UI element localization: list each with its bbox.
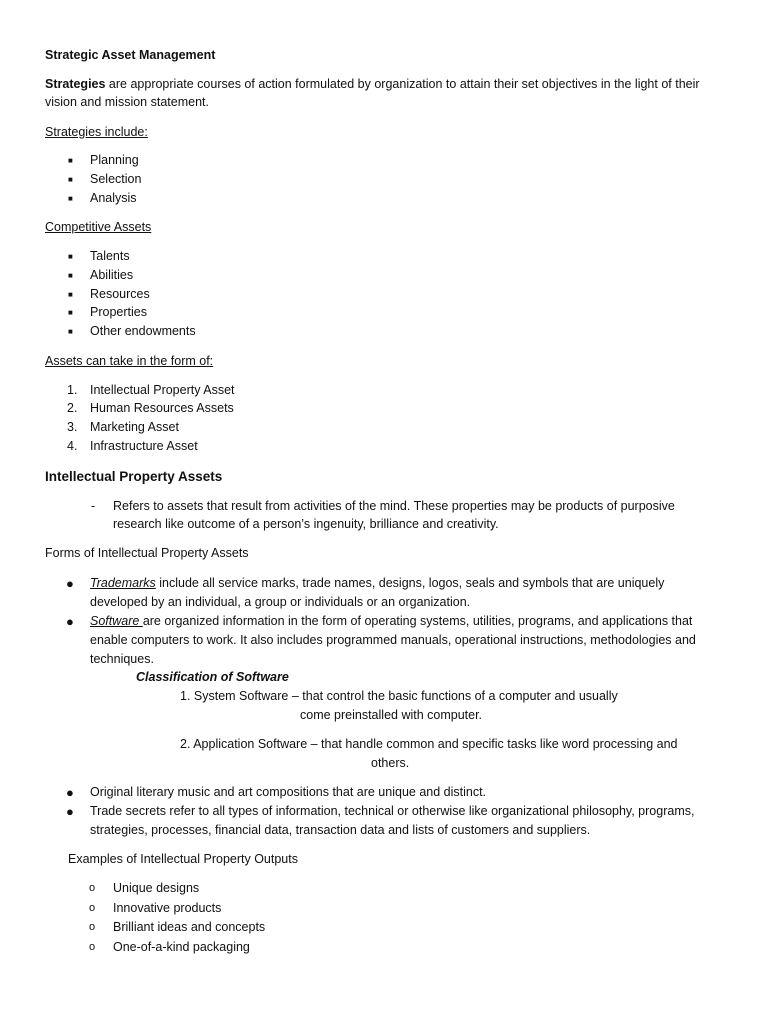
list-item: Unique designs [113,881,200,895]
list-item: Other endowments [90,324,196,338]
list-number: 3. [67,420,78,434]
dot-bullet-icon: ● [66,785,74,800]
system-software-line1: 1. System Software – that control the basic functions of a computer and usually [180,689,618,703]
application-software-line2: others. [371,756,410,770]
classification-heading: Classification of Software [136,670,289,684]
trade-secrets-line2: strategies, processes, financial data, transaction data and lists of customers and suppliers. [90,823,591,837]
list-item: Human Resources Assets [90,401,234,415]
circle-bullet-icon: o [89,902,96,914]
list-number: 1. [67,383,78,397]
circle-bullet-icon: o [89,882,96,894]
document-title: Strategic Asset Management [45,48,216,62]
strategies-include-heading: Strategies include: [45,125,148,139]
list-item: Brilliant ideas and concepts [113,920,266,934]
list-item: Intellectual Property Asset [90,383,235,397]
list-item: Planning [90,153,139,167]
dot-bullet-icon: ● [66,614,74,629]
dash-bullet-icon: - [91,499,96,513]
list-item: Abilities [90,268,134,282]
square-bullet-icon: ■ [68,271,73,280]
dot-bullet-icon: ● [66,576,74,591]
list-item: Properties [90,305,147,319]
square-bullet-icon: ■ [68,175,73,184]
ip-definition-line1: Refers to assets that result from activities of the mind. These properties may be products of purposive [113,499,675,513]
circle-bullet-icon: o [89,921,96,933]
list-item: Infrastructure Asset [90,439,198,453]
list-item: Resources [90,287,150,301]
ip-assets-heading: Intellectual Property Assets [45,469,223,484]
literary-item: Original literary music and art compositions that are unique and distinct. [90,785,487,799]
trademarks-term: Trademarks [90,576,156,590]
software-line2: enable computers to work. It also includes programmed manuals, operational instructions, methodologies and [90,633,696,647]
system-software-line2: come preinstalled with computer. [300,708,483,722]
strategies-term: Strategies [45,77,106,91]
software-line1 [90,612,692,631]
application-software-line1: 2. Application Software – that handle common and specific tasks like word processing and [180,737,678,751]
trademarks-line1 [90,574,664,593]
list-item: Analysis [90,191,137,205]
trademarks-line2: developed by an individual, a group or individuals or an organization. [90,595,471,609]
list-item: Innovative products [113,901,222,915]
strategies-definition-line1 [45,75,700,94]
square-bullet-icon: ■ [68,156,73,165]
square-bullet-icon: ■ [68,194,73,203]
software-text: are organized information in the form of operating systems, utilities, programs, and applications that [142,614,693,628]
software-line3: techniques. [90,652,154,666]
examples-heading: Examples of Intellectual Property Outputs [68,852,298,866]
dot-bullet-icon: ● [66,804,74,819]
list-item: Selection [90,172,142,186]
trade-secrets-line1: Trade secrets refer to all types of information, technical or otherwise like organizational philosophy, programs, [90,804,695,818]
ip-definition-line2: research like outcome of a person’s ingenuity, brilliance and creativity. [113,517,499,531]
asset-forms-heading: Assets can take in the form of: [45,354,214,368]
square-bullet-icon: ■ [68,308,73,317]
square-bullet-icon: ■ [68,327,73,336]
list-item: Marketing Asset [90,420,179,434]
list-item: Talents [90,249,130,263]
strategies-definition-text: are appropriate courses of action formulated by organization to attain their set objectives in the light of their [105,77,700,91]
list-number: 4. [67,439,78,453]
circle-bullet-icon: o [89,941,96,953]
forms-heading: Forms of Intellectual Property Assets [45,546,249,560]
software-term: Software [90,614,143,628]
trademarks-text: include all service marks, trade names, designs, logos, seals and symbols that are uniquely [155,576,665,590]
list-item: One-of-a-kind packaging [113,940,250,954]
strategies-definition-line2: vision and mission statement. [45,95,209,109]
list-number: 2. [67,401,78,415]
square-bullet-icon: ■ [68,290,73,299]
square-bullet-icon: ■ [68,252,73,261]
competitive-assets-heading: Competitive Assets [45,220,152,234]
